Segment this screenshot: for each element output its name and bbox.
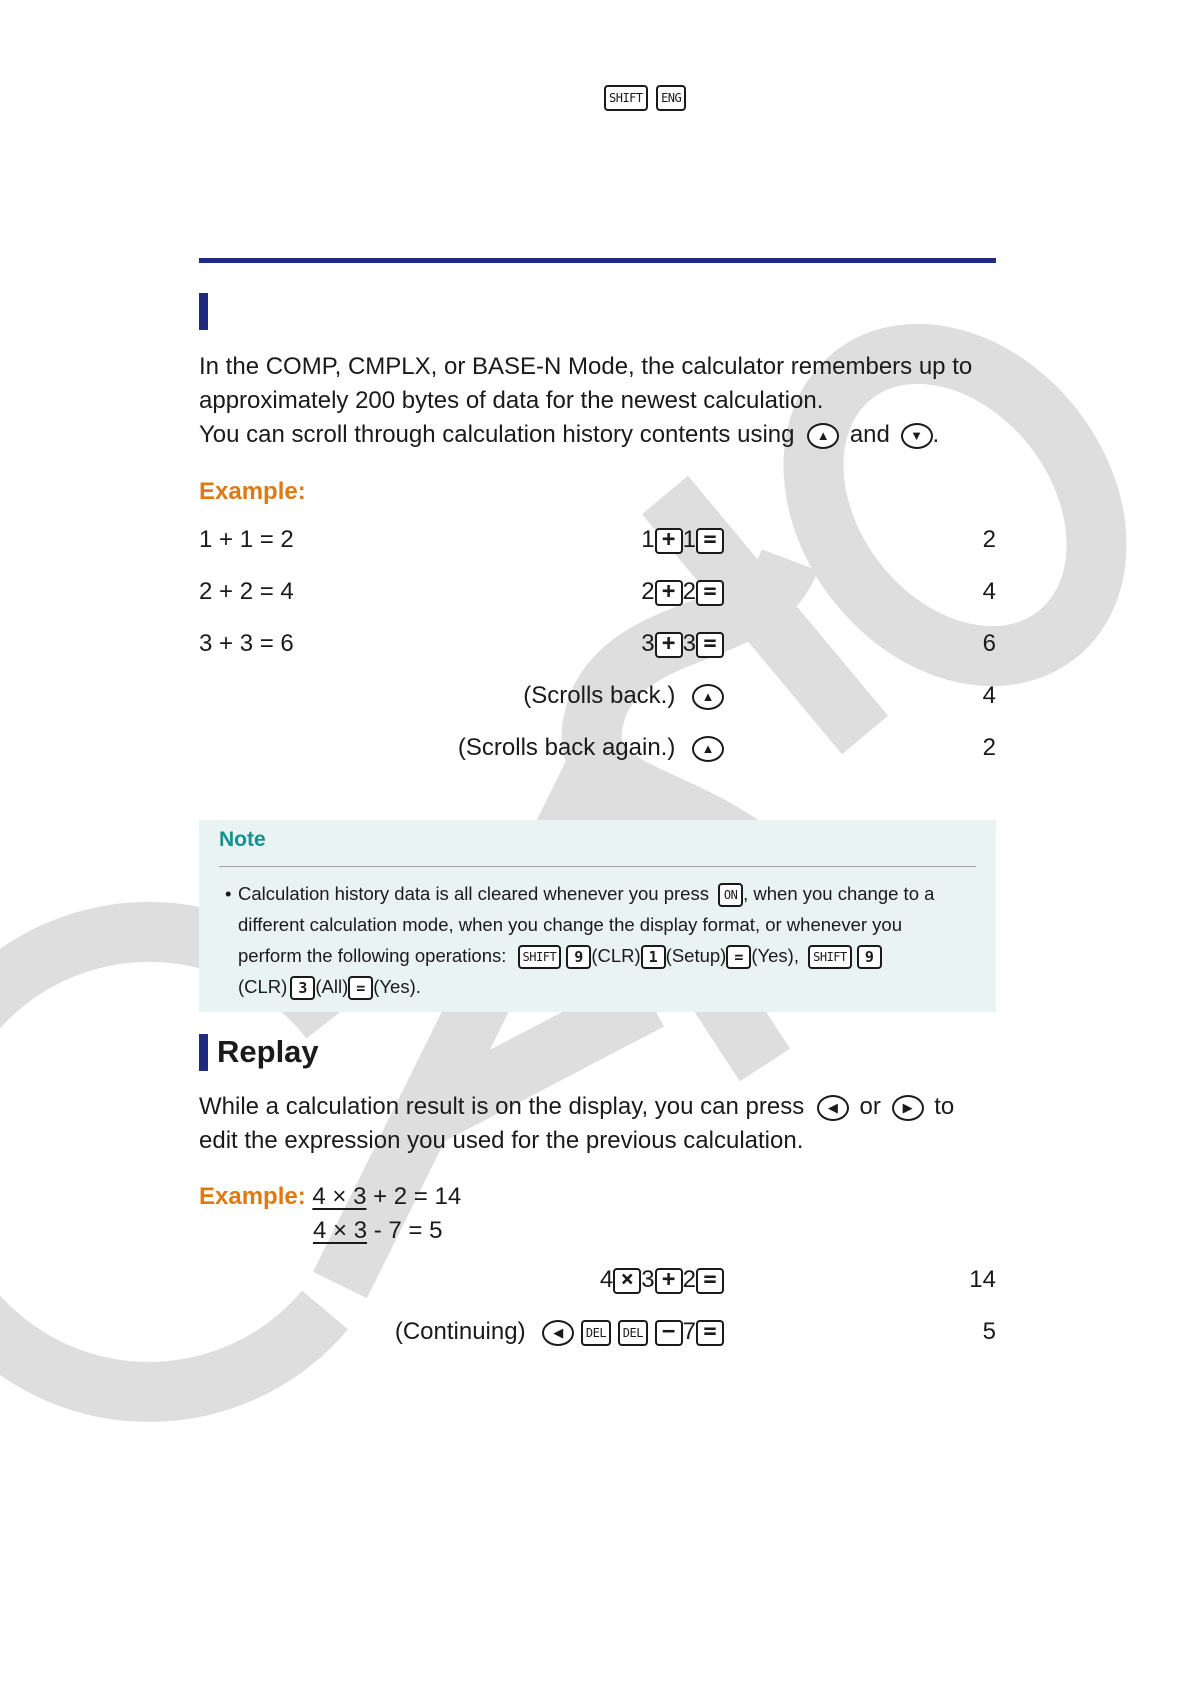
note-title: Note [219, 828, 266, 851]
example-label: Example: [199, 478, 306, 505]
top-key-pair [604, 85, 686, 111]
plus-key-icon: + [655, 1268, 683, 1294]
equals-key-icon: = [696, 580, 724, 606]
note-line-4: (CLR) 3 (All) = (Yes). [238, 971, 976, 1002]
section-divider [199, 258, 996, 263]
down-arrow-key-icon: ▼ [901, 423, 933, 449]
replay-line-1: While a calculation result is on the display, you can press ◀ or ▶ to [199, 1093, 955, 1120]
equals-key-icon: = [696, 528, 724, 554]
row-keys: 3 + 3 = [641, 624, 724, 664]
nine-key-icon: 9 [857, 945, 882, 969]
intro-paragraph [199, 350, 999, 452]
replay-example-line-2: 4 × 3 - 7 = 5 [313, 1217, 443, 1244]
row-result: 2 [982, 526, 996, 553]
replay-example-line-1: Example: 4 × 3 + 2 = 14 [199, 1183, 462, 1210]
row-expression: 2 + 2 = 4 [199, 578, 294, 605]
nine-key-icon: 9 [566, 945, 591, 969]
intro-line-1: In the COMP, CMPLX, or BASE-N Mode, the calculator remembers up to [199, 353, 973, 380]
left-arrow-key-icon: ◀ [817, 1095, 849, 1121]
note-divider [219, 866, 976, 867]
example-row-2 [199, 572, 996, 612]
row-keys: 1 + 1 = [641, 520, 724, 560]
row-result: 14 [969, 1266, 996, 1293]
right-arrow-key-icon: ▶ [892, 1095, 924, 1121]
intro-line-2: approximately 200 bytes of data for the newest calculation. [199, 387, 824, 414]
row-keys: (Continuing) ◀ DEL DEL − 7 = [395, 1312, 724, 1352]
up-arrow-key-icon: ▲ [692, 684, 724, 710]
example-row-1 [199, 520, 996, 560]
intro-line-3: You can scroll through calculation history contents using ▲ and ▼ . [199, 421, 940, 448]
multiply-key-icon: × [613, 1268, 641, 1294]
del-key-icon: DEL [618, 1320, 648, 1346]
shift-key-icon: SHIFT [808, 945, 852, 969]
note-line-1: Calculation history data is all cleared whenever you press ON , when you change to a [238, 878, 976, 909]
plus-key-icon: + [655, 528, 683, 554]
row-result: 4 [982, 682, 996, 709]
row-result: 2 [982, 734, 996, 761]
replay-heading-marker [199, 1034, 208, 1071]
up-arrow-key-icon: ▲ [807, 423, 839, 449]
replay-line-2: edit the expression you used for the previous calculation. [199, 1127, 804, 1154]
equals-key-icon: = [696, 1320, 724, 1346]
underlined-expression: 4 × 3 [312, 1183, 367, 1210]
minus-key-icon: − [655, 1320, 683, 1346]
row-keys: (Scrolls back again.) ▲ [458, 728, 724, 768]
plus-key-icon: + [655, 580, 683, 606]
scroll-row-2 [199, 728, 996, 768]
scroll-row-1 [199, 676, 996, 716]
row-keys: (Scrolls back.) ▲ [523, 676, 724, 716]
on-key-icon: ON [718, 883, 743, 907]
equals-key-icon: = [696, 632, 724, 658]
row-result: 5 [982, 1318, 996, 1345]
equals-key-icon: = [696, 1268, 724, 1294]
row-expression: 3 + 3 = 6 [199, 630, 294, 657]
left-arrow-key-icon: ◀ [542, 1320, 574, 1346]
row-keys: 2 + 2 = [641, 572, 724, 612]
three-key-icon: 3 [290, 976, 315, 1000]
note-body [225, 878, 976, 1002]
shift-key-icon: SHIFT [604, 85, 648, 111]
equals-key-icon: = [726, 945, 751, 969]
note-line-2: different calculation mode, when you change the display format, or whenever you [238, 914, 902, 935]
shift-key-icon: SHIFT [518, 945, 562, 969]
eng-key-icon: ENG [656, 85, 686, 111]
plus-key-icon: + [655, 632, 683, 658]
example-row-3 [199, 624, 996, 664]
up-arrow-key-icon: ▲ [692, 736, 724, 762]
note-box [199, 820, 996, 1012]
row-keys: 4 × 3 + 2 = [600, 1260, 724, 1300]
replay-heading: Replay [217, 1034, 319, 1069]
row-result: 6 [982, 630, 996, 657]
example-label: Example: [199, 1183, 306, 1210]
note-bullet: • [225, 883, 232, 904]
one-key-icon: 1 [641, 945, 666, 969]
note-line-3: perform the following operations: SHIFT 9 (CLR) 1 (Setup) = (Yes), SHIFT 9 [238, 940, 976, 971]
section-marker [199, 293, 208, 330]
row-result: 4 [982, 578, 996, 605]
underlined-expression: 4 × 3 [313, 1217, 368, 1244]
replay-example [199, 1180, 461, 1248]
del-key-icon: DEL [581, 1320, 611, 1346]
replay-paragraph [199, 1090, 999, 1158]
row-expression: 1 + 1 = 2 [199, 526, 294, 553]
equals-key-icon: = [348, 976, 373, 1000]
replay-row-1 [199, 1260, 996, 1300]
replay-row-2 [199, 1312, 996, 1352]
